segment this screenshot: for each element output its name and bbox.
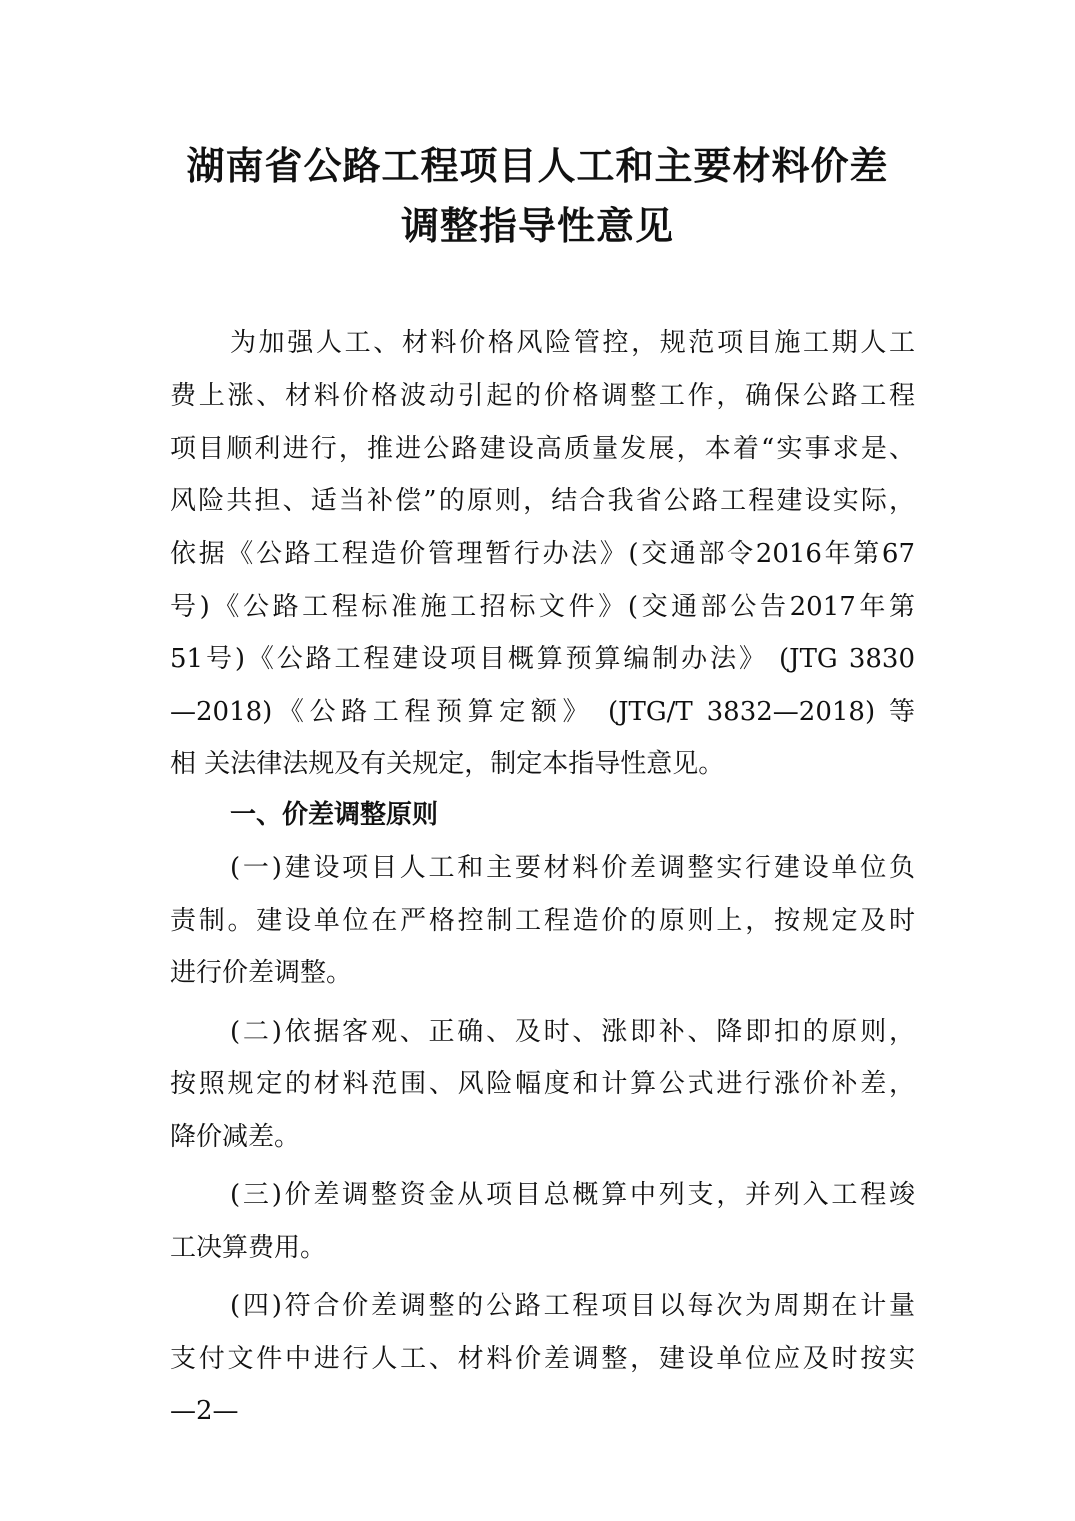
- section-heading: 一、价差调整原则: [230, 800, 439, 830]
- page-number: —2—: [170, 1396, 239, 1426]
- intro-line: 51号)《公路工程建设项目概算预算编制办法》 (JTG 3830: [170, 644, 915, 674]
- intro-line: 为加强人工、材料价格风险管控，规范项目施工期人工: [230, 328, 915, 358]
- item-2-line: 降价减差。: [170, 1122, 301, 1152]
- intro-line: —2018)《公路工程预算定额》 (JTG/T 3832—2018) 等: [170, 697, 915, 727]
- item-1-line: 责制。建设单位在严格控制工程造价的原则上，按规定及时: [170, 906, 915, 936]
- document-title-line-2: 调整指导性意见: [400, 203, 674, 248]
- intro-line: 风险共担、适当补偿”的原则，结合我省公路工程建设实际，: [170, 486, 915, 516]
- item-4-line: (四)符合价差调整的公路工程项目以每次为周期在计量: [230, 1291, 915, 1321]
- item-4-line: 支付文件中进行人工、材料价差调整，建设单位应及时按实: [170, 1344, 915, 1374]
- item-2-line: (二)依据客观、正确、及时、涨即补、降即扣的原则，: [230, 1017, 915, 1047]
- intro-line: 费上涨、材料价格波动引起的价格调整工作，确保公路工程: [170, 381, 915, 411]
- document-title-line-1: 湖南省公路工程项目人工和主要材料价差: [186, 143, 889, 188]
- item-3-line: (三)价差调整资金从项目总概算中列支，并列入工程竣: [230, 1180, 915, 1210]
- intro-line: 依据《公路工程造价管理暂行办法》(交通部令2016年第67: [170, 539, 915, 569]
- item-1-line: 进行价差调整。: [170, 958, 353, 988]
- intro-line: 项目顺利进行，推进公路建设高质量发展，本着“实事求是、: [170, 434, 915, 464]
- item-3-line: 工决算费用。: [170, 1233, 327, 1263]
- intro-line: 号)《公路工程标准施工招标文件》(交通部公告2017年第: [170, 592, 915, 622]
- item-1-line: (一)建设项目人工和主要材料价差调整实行建设单位负: [230, 853, 915, 883]
- item-2-line: 按照规定的材料范围、风险幅度和计算公式进行涨价补差，: [170, 1069, 915, 1099]
- intro-line: 相 关法律法规及有关规定，制定本指导性意见。: [170, 749, 725, 779]
